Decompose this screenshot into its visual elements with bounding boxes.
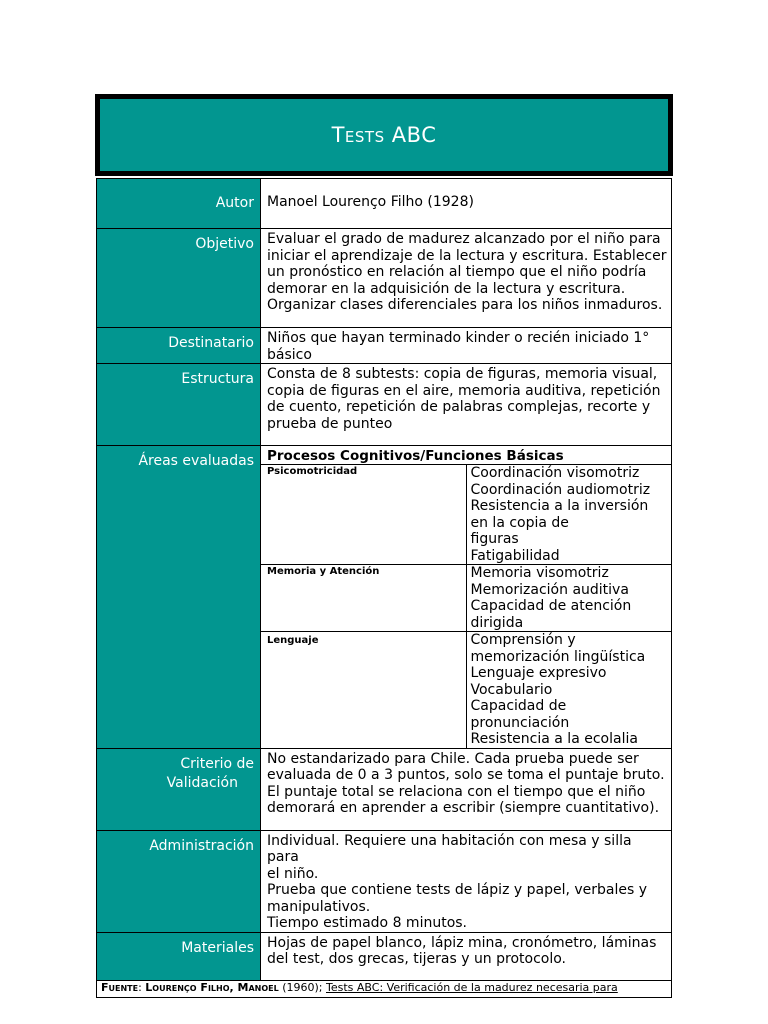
administracion-line: Prueba que contiene tests de lápiz y papel, verbales y — [267, 882, 648, 898]
area-item: Resistencia a la ecolalia — [470, 731, 638, 747]
estructura-line: Consta de 8 subtests: copia de figuras, memoria visual, — [267, 366, 658, 382]
fuente-label: Fuente — [101, 980, 139, 994]
label-areas: Áreas evaluadas — [97, 446, 261, 749]
area-item: Coordinación audiomotriz — [470, 481, 651, 498]
areas-heading-row — [261, 446, 671, 465]
area-item: Fatigabilidad — [470, 547, 560, 564]
administracion-line: Individual. Requiere una habitación con mesa y silla para — [267, 832, 632, 865]
criterio-line: No estandarizado para Chile. Cada prueba puede ser — [267, 750, 639, 767]
value-estructura — [261, 364, 672, 446]
estructura-line: prueba de punteo — [267, 415, 393, 432]
label-administracion: Administración — [97, 830, 261, 932]
area-item: Memorización auditiva — [470, 581, 629, 598]
destinatario-line: Niños que hayan terminado kinder o recién iniciado 1° — [267, 330, 650, 346]
area-group-items — [466, 465, 671, 565]
area-item: Comprensión y memorización lingüística — [470, 632, 646, 665]
label-criterio — [97, 748, 261, 830]
objetivo-line: un pronóstico en relación al tiempo que el niño podría — [267, 264, 647, 280]
estructura-line: copia de figuras en el aire, memoria auditiva, repetición — [267, 382, 661, 399]
criterio-label-line: Validación — [166, 774, 238, 791]
objetivo-line: Evaluar el grado de madurez alcanzado por el niño para — [267, 231, 661, 247]
area-group-name: Lenguaje — [261, 632, 466, 748]
area-item: Vocabulario — [470, 681, 553, 698]
area-item: Resistencia a la inversión en la copia de — [470, 498, 649, 531]
materiales-line: del test, dos grecas, tijeras y un protocolo. — [267, 951, 567, 967]
row-materiales — [97, 932, 672, 980]
area-group-items — [466, 632, 671, 748]
area-group-items — [466, 565, 671, 632]
administracion-line: Tiempo estimado 8 minutos. — [267, 915, 467, 931]
area-item: Coordinación visomotriz — [470, 465, 640, 481]
areas-heading: Procesos Cognitivos/Funciones Básicas — [261, 446, 671, 465]
area-item: Capacidad de atención dirigida — [470, 598, 632, 631]
destinatario-line: básico — [267, 346, 312, 363]
area-item: Lenguaje expresivo — [470, 665, 607, 681]
area-group-row — [261, 565, 671, 632]
title-banner — [95, 94, 673, 176]
area-group-name: Memoria y Atención — [261, 565, 466, 632]
criterio-line: evaluada de 0 a 3 puntos, solo se toma el puntaje bruto. — [267, 767, 665, 783]
row-estructura — [97, 364, 672, 446]
area-item: Capacidad de pronunciación — [470, 698, 570, 731]
criterio-line: El puntaje total se relaciona con el tiempo que el niño — [267, 783, 646, 800]
label-estructura: Estructura — [97, 364, 261, 446]
row-administracion — [97, 830, 672, 932]
label-autor: Autor — [97, 179, 261, 229]
label-materiales: Materiales — [97, 932, 261, 980]
value-administracion — [261, 830, 672, 932]
value-areas — [261, 446, 672, 749]
label-destinatario: Destinatario — [97, 328, 261, 364]
row-destinatario — [97, 328, 672, 364]
fuente-author: Lourenço Filho, Manoel — [145, 980, 279, 994]
area-group-row — [261, 465, 671, 565]
fuente-year: (1960); — [278, 980, 326, 994]
administracion-line: el niño. — [267, 865, 319, 882]
document-title: Tests ABC — [331, 123, 437, 147]
row-fuente — [97, 980, 672, 997]
materiales-line: Hojas de papel blanco, lápiz mina, cronómetro, láminas — [267, 934, 657, 951]
fuente-sep: : — [138, 980, 146, 994]
value-materiales — [261, 932, 672, 980]
area-group-row — [261, 632, 671, 748]
criterio-label-line: Criterio de — [180, 755, 254, 772]
administracion-line: manipulativos. — [267, 898, 371, 915]
value-destinatario — [261, 328, 672, 364]
objetivo-line: demorar en la adquisición de la lectura y escritura. — [267, 280, 626, 297]
area-item: figuras — [470, 531, 519, 547]
criterio-line: demorará en aprender a escribir (siempre cuantitativo). — [267, 800, 660, 816]
area-item: Memoria visomotriz — [470, 565, 609, 581]
area-group-name: Psicomotricidad — [261, 465, 466, 565]
test-info-table — [96, 178, 672, 998]
row-criterio — [97, 748, 672, 830]
fuente-text: Tests ABC: Verificación de la madurez necesaria para — [326, 980, 618, 994]
value-objetivo — [261, 229, 672, 328]
fuente-citation — [97, 980, 672, 997]
value-autor: Manoel Lourenço Filho (1928) — [261, 179, 672, 229]
objetivo-line: Organizar clases diferenciales para los niños inmaduros. — [267, 297, 663, 313]
row-objetivo — [97, 229, 672, 328]
estructura-line: de cuento, repetición de palabras complejas, recorte y — [267, 399, 651, 415]
row-areas — [97, 446, 672, 749]
areas-subtable — [261, 446, 671, 748]
value-criterio — [261, 748, 672, 830]
row-autor — [97, 179, 672, 229]
label-objetivo: Objetivo — [97, 229, 261, 328]
objetivo-line: iniciar el aprendizaje de la lectura y escritura. Establecer — [267, 247, 667, 264]
